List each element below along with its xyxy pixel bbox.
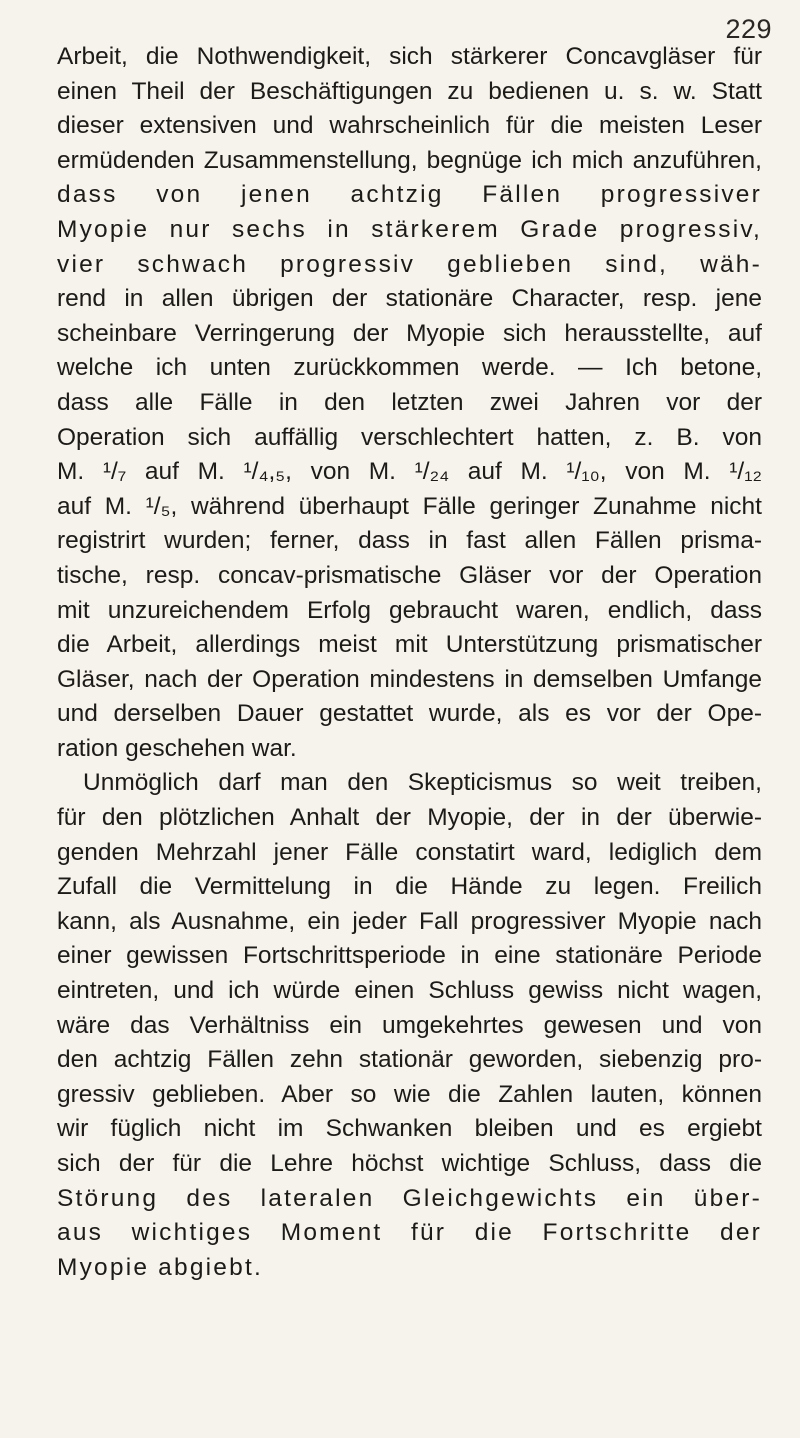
text-line: welche ich unten zurückkommen werde. — Ich betone, [57,354,762,382]
text-line: und derselben Dauer gestattet wurde, als es vor der Ope- [57,700,762,728]
text-line: Arbeit, die Nothwendigkeit, sich stärkerer Concavgläser für [57,43,762,70]
text-line: genden Mehrzahl jener Fälle constatirt ward, lediglich dem [57,838,762,866]
text-line: dass alle Fälle in den letzten zwei Jahren vor der [57,388,762,416]
text-line: Operation sich auffällig verschlechtert hatten, z. B. von [57,423,762,451]
text-line-emphasis: Störung des lateralen Gleichgewichts ein über- [57,1184,762,1212]
text-line: einer gewissen Fortschrittsperiode in eine stationäre Periode [57,942,762,970]
text-line: die Arbeit, allerdings meist mit Unterstützung prismatischer [57,631,762,659]
text-line: mit unzureichendem Erfolg gebraucht waren, endlich, dass [57,596,762,624]
text-line-emphasis: aus wichtiges Moment für die Fortschritte der [57,1219,762,1247]
text-line: rend in allen übrigen der stationäre Character, resp. jene [57,285,762,313]
text-line: den achtzig Fällen zehn stationär geworden, siebenzig pro- [57,1046,762,1074]
text-line-emphasis: dass von jenen achtzig Fällen progressiver [57,181,762,209]
text-line-emphasis: Myopie nur sechs in stärkerem Grade progressiv, [57,215,762,243]
text-line: ration geschehen war. [57,734,297,762]
text-line-emphasis: vier schwach progressiv geblieben sind, wäh- [57,250,762,278]
text-line: wäre das Verhältniss ein umgekehrtes gewesen und von [57,1011,762,1039]
text-line: Unmöglich darf man den Skepticismus so weit treiben, [83,769,762,797]
text-line: einen Theil der Beschäftigungen zu bedienen u. s. w. Statt [57,77,762,105]
text-line: M. ¹/₇ auf M. ¹/₄,₅, von M. ¹/₂₄ auf M. ¹/₁₀, von M. ¹/₁₂ [57,458,762,486]
text-line: Zufall die Vermittelung in die Hände zu legen. Freilich [57,873,762,901]
text-line: dieser extensiven und wahrscheinlich für die meisten Leser [57,112,762,140]
text-line: ermüdenden Zusammenstellung, begnüge ich mich anzuführen, [57,146,762,174]
text-line: gressiv geblieben. Aber so wie die Zahlen lauten, können [57,1080,762,1108]
text-line: tische, resp. concav-prismatische Gläser vor der Operation [57,561,762,589]
text-line: auf M. ¹/₅, während überhaupt Fälle geringer Zunahme nicht [57,492,762,520]
text-line: wir füglich nicht im Schwanken bleiben und es ergiebt [57,1115,762,1143]
text-line: kann, als Ausnahme, ein jeder Fall progressiver Myopie nach [57,907,762,935]
text-line: registrirt wurden; ferner, dass in fast allen Fällen prisma- [57,527,762,555]
page-number: 229 [725,14,772,44]
text-line: Gläser, nach der Operation mindestens in demselben Umfange [57,665,762,693]
text-line: eintreten, und ich würde einen Schluss gewiss nicht wagen, [57,977,762,1005]
text-line-emphasis: Myopie abgiebt. [57,1253,263,1281]
text-line: sich der für die Lehre höchst wichtige Schluss, dass die [57,1150,762,1177]
body-text [57,40,762,1285]
text-line: scheinbare Verringerung der Myopie sich herausstellte, auf [57,319,762,347]
text-line: für den plötzlichen Anhalt der Myopie, der in der überwie- [57,804,762,832]
